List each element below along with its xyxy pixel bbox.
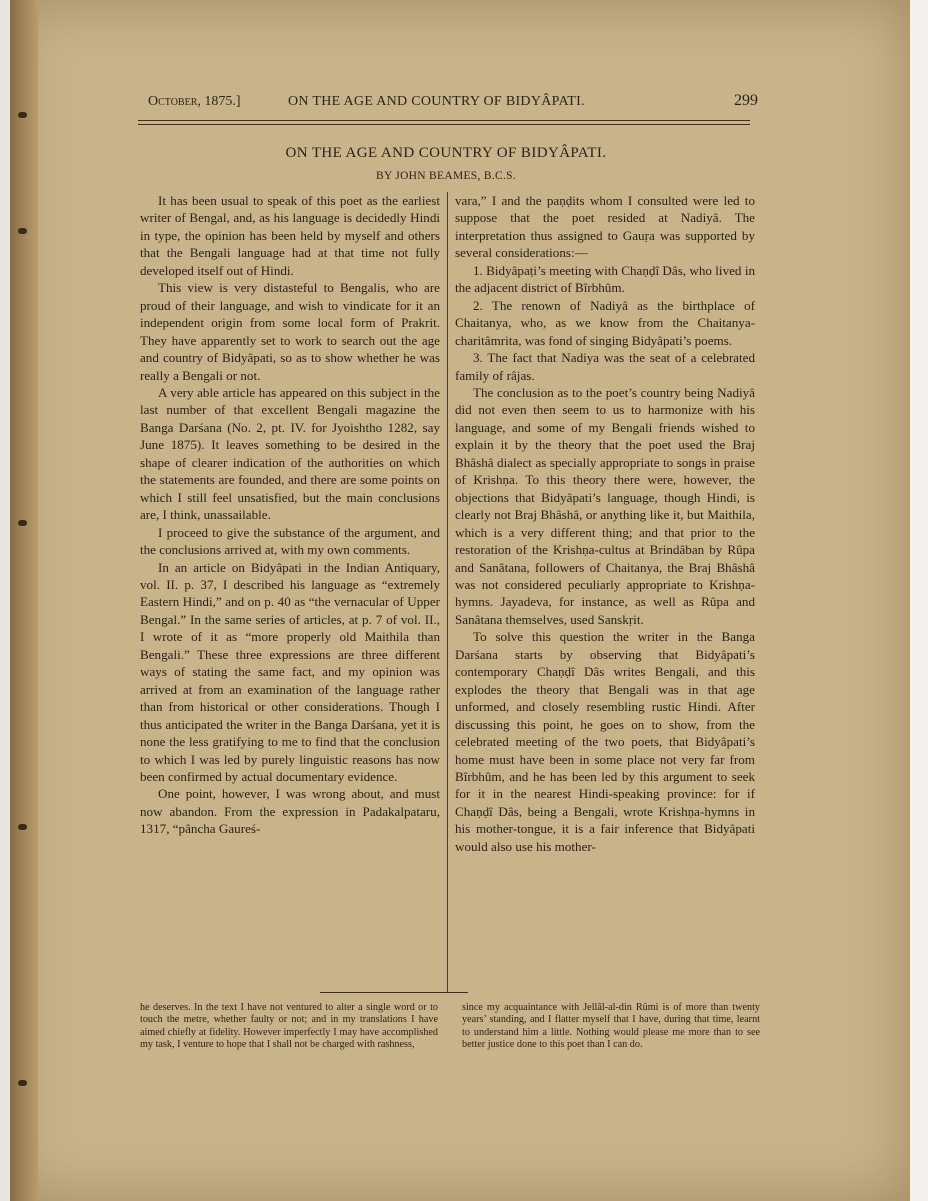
header-rule	[138, 120, 750, 121]
binding-spine	[10, 0, 38, 1201]
paragraph: 2. The renown of Nadiyâ as the birthplace of Chaitanya, who, as we know from the Chaitanya-charitâmrita, was fond of singing Bidyâpati’s poems.	[455, 297, 755, 348]
header-title: ON THE AGE AND COUNTRY OF BIDYÂPATI.	[288, 94, 585, 109]
header-date: October, 1875.]	[148, 94, 241, 109]
article-title: ON THE AGE AND COUNTRY OF BIDYÂPATI.	[285, 145, 607, 161]
paragraph: I proceed to give the substance of the argument, and the conclusions arrived at, with my own comments.	[140, 524, 440, 558]
article-byline: BY JOHN BEAMES, B.C.S.	[375, 170, 517, 182]
text-column-right	[455, 192, 755, 855]
paragraph: vara,” I and the paṇḍits whom I consulted were led to suppose that the poet resided at Nadiyâ. The interpretation thus assigned to Gauṛa was supported by several considerations:—	[455, 193, 755, 261]
background-edge	[910, 0, 928, 1201]
binding-hole	[18, 824, 27, 830]
paragraph: 1. Bidyâpaṭi’s meeting with Chaṇḍî Dâs, who lived in the adjacent district of Bîrbhûm.	[455, 262, 755, 296]
running-header	[138, 92, 758, 116]
footnote-right: since my acquaintance with Jellâl-al-din Rûmi is of more than twenty years’ standing, and I flatter myself that I have, during that time, learnt to understand him a little. Nothing would please me more than to see better justice done to this poet than I can do.	[462, 1002, 760, 1051]
header-rule	[138, 124, 750, 125]
paragraph: 3. The fact that Nadiya was the seat of a celebrated family of râjas.	[455, 350, 755, 383]
binding-hole	[18, 112, 27, 118]
page-number: 299	[734, 92, 758, 109]
paragraph: In an article on Bidyâpati in the Indian Antiquary, vol. II. p. 37, I described his language as “extremely Eastern Hindi,” and on p. 40 as “the vernacular of Upper Bengal.” In the same series of articles, at p. 7 of vol. II., I wrote of it as “more properly old Maithila than Bengali.” These three expressions are three different ways of stating the same fact, and my opinion was arrived at from an examination of the language rather than from historical or other considerations. Though I thus anticipated the writer in the Banga Darśana, yet it is none the less gratifying to me to find that the conclusion to which I was led by purely linguistic reasons has now been confirmed by actual documentary evidence.	[140, 559, 440, 784]
binding-hole	[18, 1080, 27, 1086]
binding-hole	[18, 520, 27, 526]
binding-hole	[18, 228, 27, 234]
text-column-left	[140, 192, 440, 838]
paragraph: It has been usual to speak of this poet as the earliest writer of Bengal, and, as his language is decidedly Hindi in type, the opinion has been held by myself and others that the Bengali language had at that time not fully developed itself out of Hindi.	[140, 193, 440, 278]
footnote-rule	[320, 992, 468, 993]
paragraph: A very able article has appeared on this subject in the last number of that excellent Bengali magazine the Banga Darśana (No. 2, pt. IV. for Jyoishtho 1282, say June 1875). It leaves something to be desired in the shape of clearer indication of the authorities on which the statements are founded, and there are some points on which I still feel unsatisfied, but the main conclusions are, I think, unassailable.	[140, 384, 440, 523]
paragraph: One point, however, I was wrong about, and must now abandon. From the expression in Padakalpataru, 1317, “pâncha Gaureś-	[140, 786, 440, 837]
footnote-left: he deserves. In the text I have not ventured to alter a single word or to touch the metre, whether faulty or not; and in my translations I have aimed chiefly at fidelity. However imperfectly I may have accomplished my task, I venture to hope that I shall not be charged with rashness,	[140, 1002, 438, 1051]
paragraph: To solve this question the writer in the Banga Darśana starts by observing that Bidyâpati’s contemporary Chaṇḍî Dâs writes Bengali, and this explodes the theory that Bengali was in that age unformed, and closely resembling rustic Hindi. After discussing this point, he goes on to show, from the celebrated meeting of the two poets, that Bidyâpati’s home must have been in some place not very far from Bîrbhûm, and he has been led by this argument to seek for it in the nearest Hindi-speaking province: for if Chaṇḍî Dâs, being a Bengali, wrote Krishṇa-hymns in his mother-tongue, it is a fair inference that Bidyâpati would also use his mother-	[455, 629, 755, 854]
column-divider	[447, 192, 448, 992]
paragraph: This view is very distasteful to Bengalis, who are proud of their language, and wish to vindicate for it an independent origin from some local form of Prakrit. They have apparently set to work to search out the age and country of Bidyâpati, so as to show whether he was really a Bengali or not.	[140, 280, 440, 383]
paragraph: The conclusion as to the poet’s country being Nadiyâ did not even then seem to us to harmonize with his language, and some of my Bengali friends wished to explain it by the theory that the poet used the Braj Bhâshâ dialect as specially appropriate to songs in praise of Krishṇa. To this theory there were, however, the objections that Bidyâpati’s language, though Hindi, is clearly not Braj Bhâshâ, or anything like it, but Maithila, which is a very different thing; and that prior to the restoration of the Krishṇa-cultus at Brindâban by Rûpa and Sanâtana, followers of Chaitanya, the Braj Bhâshâ was not considered peculiarly appropriate to Krishṇa-hymns. Jayadeva, for instance, as well as Rûpa and Sanâtana themselves, used Sanskṛit.	[455, 384, 755, 627]
